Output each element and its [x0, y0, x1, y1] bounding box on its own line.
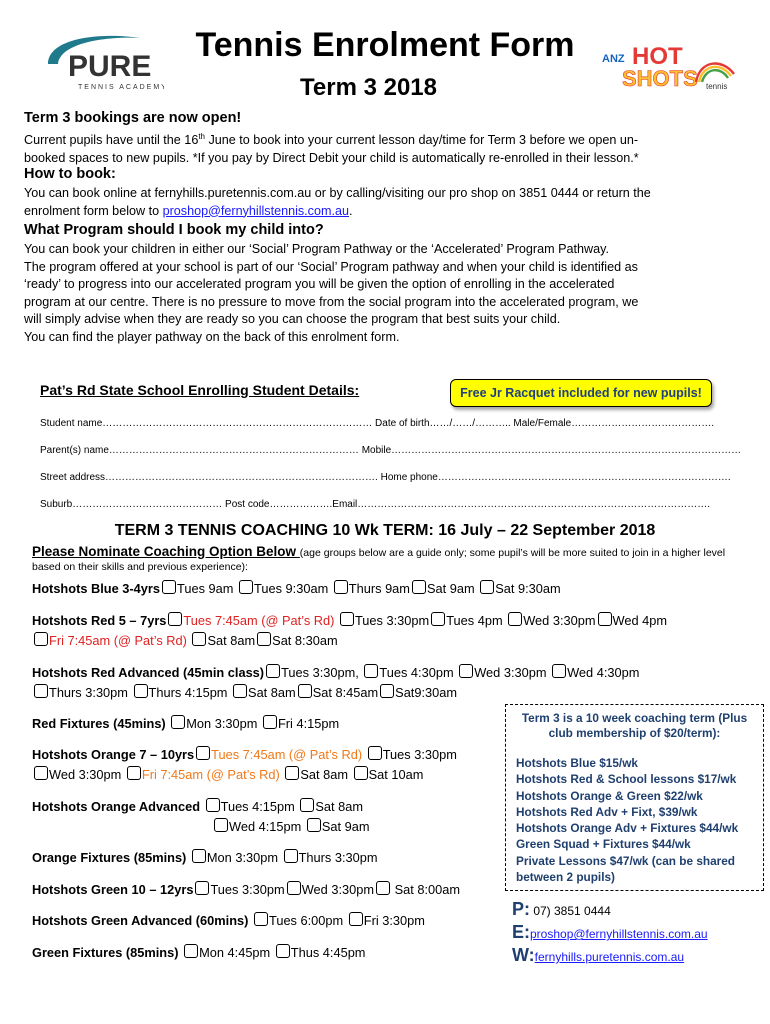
checkbox[interactable]: [284, 849, 298, 863]
checkbox[interactable]: [376, 881, 390, 895]
coaching-row-hotshots-blue: Hotshots Blue 3-4yrs Tues 9am Tues 9:30am Thurs 9am Sat 9am Sat 9:30am: [32, 581, 561, 596]
checkbox[interactable]: [508, 612, 522, 626]
suburb-field[interactable]: Suburb……………………………………… Post code……………….Email…………………………………………………………………………………………….: [40, 499, 711, 510]
coaching-row-hotshots-red-advanced-cont: Thurs 3:30pm Thurs 4:15pm Sat 8am Sat 8:45am Sat9:30am: [32, 684, 457, 700]
contact-phone: P: 07) 3851 0444: [512, 899, 611, 919]
checkbox[interactable]: [598, 612, 612, 626]
coaching-row-hotshots-orange: Hotshots Orange 7 – 10yrs Tues 7:45am (@ Pat’s Rd) Tues 3:30pm: [32, 747, 457, 762]
checkbox[interactable]: [162, 580, 176, 594]
checkbox[interactable]: [334, 580, 348, 594]
checkbox[interactable]: [298, 684, 312, 698]
how-to-book-heading: How to book:: [24, 166, 116, 182]
checkbox[interactable]: [34, 632, 48, 646]
student-name-field[interactable]: Student name……………………………………………………………………… Date of birth……/……/……….. Male/Female…………………………………….: [40, 418, 714, 429]
checkbox[interactable]: [307, 818, 321, 832]
parent-name-field[interactable]: Parent(s) name………………………………………………………………… Mobile……………………………………………………………………………………………: [40, 445, 742, 456]
checkbox[interactable]: [412, 580, 426, 594]
checkbox[interactable]: [34, 766, 48, 780]
bookings-open-heading: Term 3 bookings are now open!: [24, 110, 242, 126]
checkbox[interactable]: [168, 612, 182, 626]
svg-text:tennis: tennis: [706, 82, 728, 90]
term-heading: Term 3 2018: [300, 74, 437, 101]
checkbox[interactable]: [431, 612, 445, 626]
contact-web-link[interactable]: fernyhills.puretennis.com.au: [534, 950, 685, 964]
checkbox[interactable]: [206, 798, 220, 812]
checkbox[interactable]: [214, 818, 228, 832]
price-item: Green Squad + Fixtures $44/wk: [516, 837, 691, 852]
checkbox[interactable]: [266, 664, 280, 678]
coaching-title: TERM 3 TENNIS COACHING 10 Wk TERM: 16 July – 22 September 2018: [114, 522, 656, 539]
pure-tennis-logo: [40, 28, 164, 94]
what-program-heading: What Program should I book my child into?: [24, 222, 324, 238]
svg-text:HOT: HOT: [632, 43, 683, 70]
checkbox[interactable]: [233, 684, 247, 698]
email-link[interactable]: proshop@fernyhillstennis.com.au: [162, 203, 349, 218]
checkbox[interactable]: [196, 746, 210, 760]
pricing-list: [506, 755, 763, 885]
street-address-field[interactable]: Street address………………………………………………………………………. Home phone…………………………………………………………………………….: [40, 472, 731, 483]
price-item: Hotshots Orange Adv + Fixtures $44/wk: [516, 821, 739, 836]
nominate-instructions: Please Nominate Coaching Option Below (age groups below are a guide only; some pupil’s will be more suited to join in a higher level based on their skills and previous experience):: [32, 544, 726, 573]
checkbox[interactable]: [340, 612, 354, 626]
checkbox[interactable]: [349, 912, 363, 926]
checkbox[interactable]: [171, 715, 185, 729]
checkbox[interactable]: [459, 664, 473, 678]
checkbox[interactable]: [192, 632, 206, 646]
checkbox[interactable]: [134, 684, 148, 698]
checkbox[interactable]: [184, 944, 198, 958]
contact-email-link[interactable]: proshop@fernyhillstennis.com.au: [530, 927, 708, 941]
price-item: Private Lessons $47/wk (can be shared: [516, 853, 736, 868]
price-item: Hotshots Red Adv + Fixt, $39/wk: [516, 804, 698, 819]
checkbox[interactable]: [285, 766, 299, 780]
coaching-row-orange-fixtures: Orange Fixtures (85mins) Mon 3:30pm Thurs 3:30pm: [32, 850, 378, 865]
checkbox[interactable]: [368, 746, 382, 760]
price-item: between 2 pupils): [516, 870, 615, 885]
coaching-row-hotshots-orange-cont: Wed 3:30pm Fri 7:45am (@ Pat’s Rd) Sat 8am Sat 10am: [32, 766, 423, 782]
coaching-row-hotshots-red-advanced: Hotshots Red Advanced (45min class) Tues 3:30pm, Tues 4:30pm Wed 3:30pm Wed 4:30pm: [32, 665, 640, 680]
checkbox[interactable]: [127, 766, 141, 780]
price-item: Hotshots Orange & Green $22/wk: [516, 788, 703, 803]
pricing-info-box: [505, 704, 764, 891]
checkbox[interactable]: [552, 664, 566, 678]
coaching-row-hotshots-orange-advanced-cont: Wed 4:15pm Sat 9am: [212, 818, 370, 834]
checkbox[interactable]: [276, 944, 290, 958]
coaching-row-hotshots-green: Hotshots Green 10 – 12yrs Tues 3:30pm Wed 3:30pm Sat 8:00am: [32, 882, 461, 897]
checkbox[interactable]: [263, 715, 277, 729]
coaching-row-green-fixtures: Green Fixtures (85mins) Mon 4:45pm Thus 4:45pm: [32, 945, 366, 960]
pricing-heading: Term 3 is a 10 week coaching term (Plus club membership of $20/term):: [521, 711, 748, 740]
contact-email: E:proshop@fernyhillstennis.com.au: [512, 922, 708, 942]
page-title: Tennis Enrolment Form: [195, 26, 575, 64]
bookings-open-text: Current pupils have until the 16th June to book into your current lesson day/time for Term 3 before we open un- booked spaces to new pupils. *If you pay by Direct Debit your child is automatically re-enrolled in their lesson.*: [24, 132, 639, 165]
checkbox[interactable]: [239, 580, 253, 594]
checkbox[interactable]: [287, 881, 301, 895]
checkbox[interactable]: [34, 684, 48, 698]
price-item: Hotshots Red & School lessons $17/wk: [516, 772, 737, 787]
coaching-row-hotshots-orange-advanced: Hotshots Orange Advanced Tues 4:15pm Sat 8am: [32, 799, 364, 814]
anz-hotshots-logo: [600, 40, 738, 90]
checkbox[interactable]: [195, 881, 209, 895]
checkbox[interactable]: [254, 912, 268, 926]
pure-logo-subtext: TENNIS ACADEMY: [78, 84, 164, 91]
checkbox[interactable]: [192, 849, 206, 863]
checkbox[interactable]: [364, 664, 378, 678]
checkbox[interactable]: [354, 766, 368, 780]
checkbox[interactable]: [257, 632, 271, 646]
coaching-row-hotshots-red: Hotshots Red 5 – 7yrs Tues 7:45am (@ Pat’s Rd) Tues 3:30pm Tues 4pm Wed 3:30pm Wed 4pm: [32, 613, 668, 628]
coaching-row-hotshots-green-advanced: Hotshots Green Advanced (60mins) Tues 6:00pm Fri 3:30pm: [32, 913, 425, 928]
contact-web: W:fernyhills.puretennis.com.au: [512, 945, 685, 965]
pure-logo-text: PURE: [68, 50, 152, 83]
what-program-text: You can book your children in either our ‘Social’ Program Pathway or the ‘Accelerated’ Program Pathway. The program offered at your school is part of our ‘Social’ Program pathway and when your child is identified as ‘ready’ to progress into our accelerated program you will be given the option of enrolling in the accelerated program at our centre. There is no pressure to move from the social program into the accelerated program, we will simply advise when they are ready so you can choose the program that best suits your child. You can find the player pathway on the back of this enrolment form.: [24, 242, 639, 344]
checkbox[interactable]: [480, 580, 494, 594]
checkbox[interactable]: [300, 798, 314, 812]
price-item: Hotshots Blue $15/wk: [516, 756, 638, 770]
svg-text:ANZ: ANZ: [602, 53, 625, 65]
how-to-book-text: You can book online at fernyhills.puretennis.com.au or by calling/visiting our pro shop on 3851 0444 or return the enrolment form below to proshop@fernyhillstennis.com.au.: [24, 186, 651, 218]
free-racquet-badge: Free Jr Racquet included for new pupils!: [450, 379, 712, 407]
coaching-row-red-fixtures: Red Fixtures (45mins) Mon 3:30pm Fri 4:15pm: [32, 716, 340, 731]
coaching-row-hotshots-red-cont: Fri 7:45am (@ Pat’s Rd) Sat 8am Sat 8:30am: [32, 632, 338, 648]
checkbox[interactable]: [380, 684, 394, 698]
enrolment-heading: Pat’s Rd State School Enrolling Student Details:: [40, 382, 360, 398]
svg-text:SHOTS: SHOTS: [622, 66, 698, 90]
